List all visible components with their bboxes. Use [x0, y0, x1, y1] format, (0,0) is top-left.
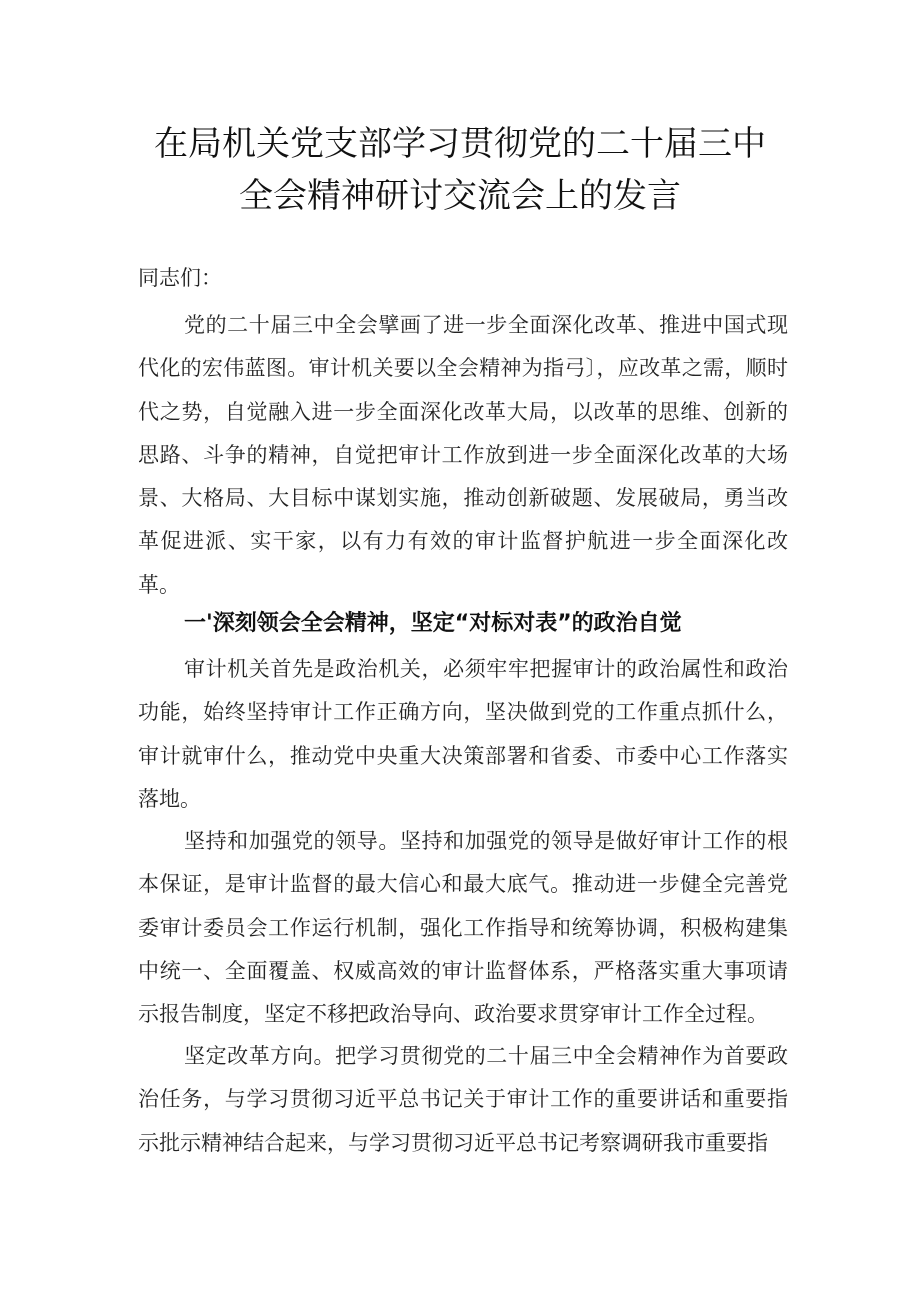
paragraph-political-organ: 审计机关首先是政治机关，必须牢牢把握审计的政治属性和政治功能，始终坚持审计工作正确方向，坚决做到党的工作重点抓什么，审计就审什么，推动党中央重大决策部署和省委、市委中心工作落实落地。 — [138, 657, 788, 811]
paragraph-intro: 党的二十届三中全会擘画了进一步全面深化改革、推进中国式现代化的宏伟蓝图。审计机关要以全会精神为指弓〕，应改革之需，顺时代之势，自觉融入进一步全面深化改革大局，以改革的思维、创新的思路、斗争的精神，自觉把审计工作放到进一步全面深化改革的大场景、大格局、大目标中谋划实施，推动创新破题、发展破局，勇当改革促进派、实干家，以有力有效的审计监督护航进一步全面深化改革。 — [138, 313, 788, 597]
document-title-line-1: 在局机关党支部学习贯彻党的二十届三中 — [154, 124, 766, 164]
section-heading-1: 一'深刻领会全会精神，坚定“对标对表”的政治自觉 — [184, 611, 682, 636]
paragraph-reform-direction: 坚定改革方向。把学习贯彻党的二十届三中全会精神作为首要政治任务，与学习贯彻习近平总书记关于审计工作的重要讲话和重要指示批示精神结合起来，与学习贯彻习近平总书记考察调研我市重要指 — [138, 1044, 788, 1155]
document-title-line-2: 全会精神研讨交流会上的发言 — [239, 176, 681, 216]
paragraph-party-leadership: 坚持和加强党的领导。坚持和加强党的领导是做好审计工作的根本保证，是审计监督的最大信心和最大底气。推动进一步健全完善党委审计委员会工作运行机制，强化工作指导和统筹协调，积极构建集中统一、全面覆盖、权威高效的审计监督体系，严格落实重大事项请示报告制度，坚定不移把政治导向、政治要求贯穿审计工作全过程。 — [138, 829, 788, 1027]
salutation: 同志们： — [138, 266, 222, 290]
